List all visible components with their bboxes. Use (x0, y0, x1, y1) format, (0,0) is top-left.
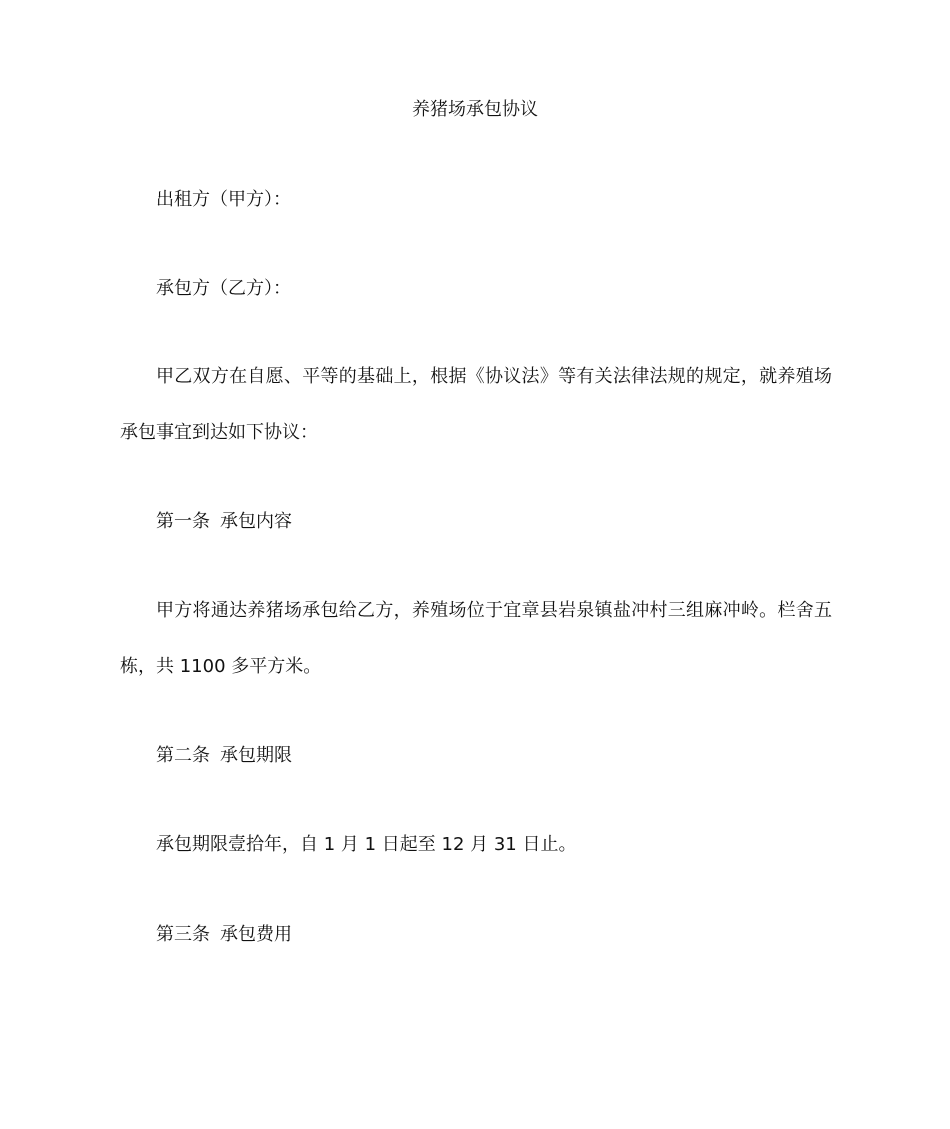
article-2-heading (156, 743, 292, 769)
lessor-label: 出租方（甲方）： (156, 189, 291, 210)
article-2-body: 承包期限壹拾年，自 1 月 1 日起至 12 月 31 日止。 (156, 834, 577, 855)
article-2-number: 第二条 (156, 745, 210, 766)
lessee-label: 承包方（乙方）： (156, 278, 291, 299)
article-1-heading (156, 509, 292, 535)
article-3-number: 第三条 (156, 924, 210, 945)
article-3-heading (156, 922, 292, 948)
intro-paragraph: 甲乙双方在自愿、平等的基础上，根据《协议法》等有关法律法规的规定，就养殖场承包事宜到达如下协议： (120, 366, 832, 443)
article-3-title: 承包费用 (220, 924, 292, 945)
article-1-number: 第一条 (156, 511, 210, 532)
article-2-title: 承包期限 (220, 745, 292, 766)
article-1-title: 承包内容 (220, 511, 292, 532)
document-title: 养猪场承包协议 (412, 99, 538, 120)
article-1-body: 甲方将通达养猪场承包给乙方，养殖场位于宜章县岩泉镇盐冲村三组麻冲岭。栏舍五栋，共 1100 多平方米。 (120, 600, 832, 677)
